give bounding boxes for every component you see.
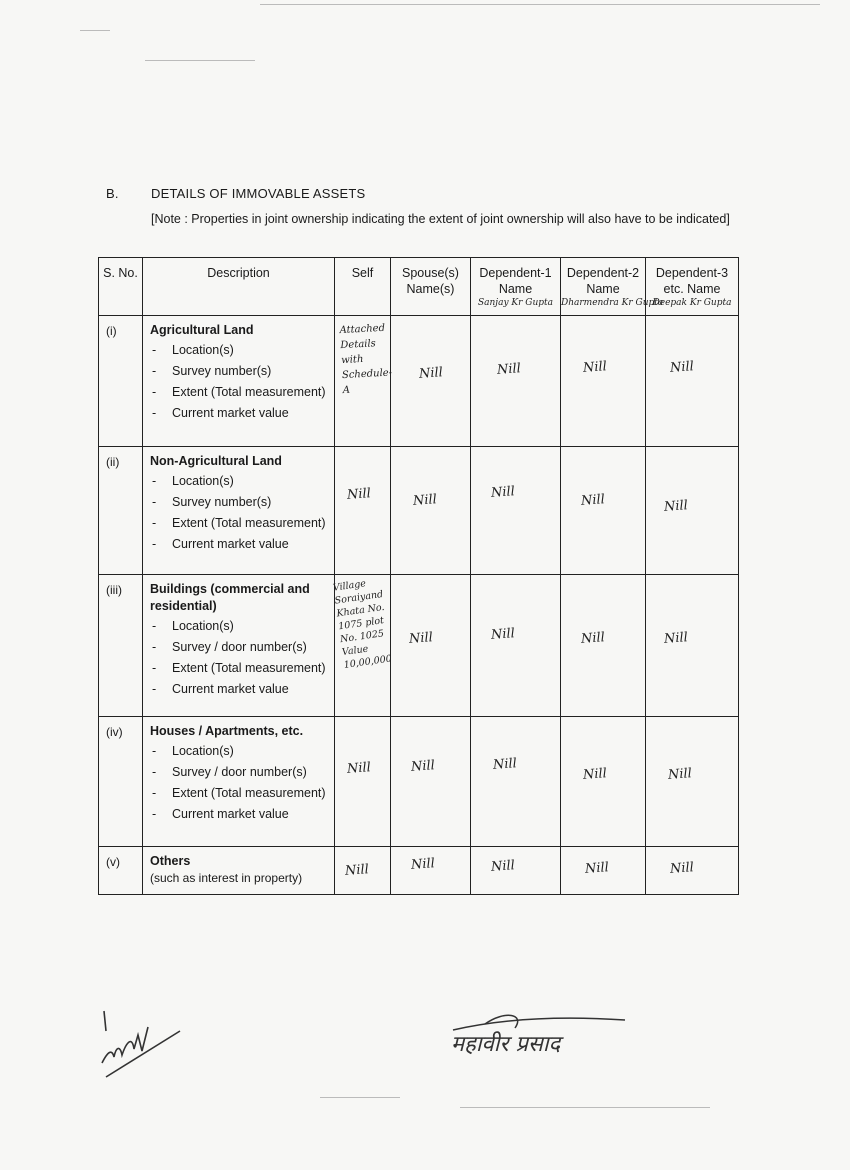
handwritten-value: Nill bbox=[418, 365, 444, 382]
table-header-row bbox=[99, 258, 739, 316]
list-item: - Survey / door number(s) bbox=[150, 639, 328, 656]
initials-signature-strokes bbox=[98, 1005, 188, 1085]
handwritten-value: Nill bbox=[663, 498, 689, 515]
row-sno: (iii) bbox=[99, 575, 143, 717]
header-dependent-2-label: Dependent-2 Name bbox=[566, 266, 640, 296]
header-description: Description bbox=[143, 258, 335, 316]
dependent-1-value bbox=[471, 575, 561, 717]
row-sno: (v) bbox=[99, 847, 143, 895]
dependent-2-value bbox=[561, 316, 646, 447]
scan-speck bbox=[320, 1097, 400, 1098]
row-subtitle: (such as interest in property) bbox=[150, 871, 303, 885]
dependent-3-handwritten-name: Deepak Kr Gupta bbox=[652, 298, 732, 308]
list-item: - Location(s) bbox=[150, 473, 328, 490]
spouse-value bbox=[391, 447, 471, 575]
dependent-2-value bbox=[561, 447, 646, 575]
header-dependent-3-label: Dependent-3 etc. Name bbox=[655, 266, 729, 296]
row-sno: (ii) bbox=[99, 447, 143, 575]
handwritten-value: Nill bbox=[490, 858, 516, 875]
header-dependent-2 bbox=[561, 258, 664, 316]
header-dependent-1-label: Dependent-1 Name bbox=[479, 266, 552, 296]
list-item: - Current market value bbox=[150, 536, 328, 553]
scan-speck bbox=[260, 4, 820, 5]
list-item: - Current market value bbox=[150, 405, 328, 422]
row-description bbox=[143, 847, 335, 895]
handwritten-value: Nill bbox=[667, 766, 693, 783]
list-item: - Extent (Total measurement) bbox=[150, 515, 328, 532]
self-value bbox=[332, 575, 393, 717]
list-item: - Current market value bbox=[150, 681, 328, 698]
dependent-2-value bbox=[561, 847, 646, 895]
header-dependent-3 bbox=[646, 258, 739, 316]
spouse-value bbox=[391, 575, 471, 717]
spouse-value bbox=[391, 847, 471, 895]
handwritten-value: Nill bbox=[490, 484, 516, 501]
row-sno: (i) bbox=[99, 316, 143, 447]
dependent-3-value bbox=[646, 717, 739, 847]
header-self: Self bbox=[335, 258, 391, 316]
handwritten-value: Nill bbox=[580, 492, 606, 509]
initials-signature bbox=[98, 1005, 188, 1085]
self-value bbox=[335, 717, 391, 847]
dependent-1-value bbox=[471, 717, 561, 847]
section-letter: B. bbox=[106, 186, 119, 201]
row-items bbox=[150, 743, 328, 823]
candidate-signature bbox=[445, 1010, 645, 1070]
handwritten-value: Nill bbox=[408, 630, 434, 647]
handwritten-value: Nill bbox=[412, 492, 438, 509]
list-item: - Extent (Total measurement) bbox=[150, 785, 328, 802]
handwritten-value: Nill bbox=[496, 361, 522, 378]
list-item: - Survey / door number(s) bbox=[150, 764, 328, 781]
dependent-2-handwritten-name: Dharmendra Kr Gupta bbox=[561, 298, 664, 308]
handwritten-value: Nill bbox=[663, 630, 689, 647]
dependent-1-value bbox=[471, 847, 561, 895]
immovable-assets-table bbox=[98, 257, 739, 895]
handwritten-value: Nill bbox=[410, 856, 436, 873]
header-dependent-1 bbox=[471, 258, 561, 316]
dependent-3-value bbox=[646, 316, 739, 447]
header-sno: S. No. bbox=[99, 258, 143, 316]
list-item: - Current market value bbox=[150, 806, 328, 823]
handwritten-value: Nill bbox=[582, 766, 608, 783]
list-item: - Location(s) bbox=[150, 743, 328, 760]
dependent-1-value bbox=[471, 447, 561, 575]
dependent-3-value bbox=[646, 847, 739, 895]
spouse-value bbox=[391, 717, 471, 847]
row-title: Others bbox=[150, 854, 191, 868]
handwritten-value: Nill bbox=[580, 630, 606, 647]
spouse-value bbox=[391, 316, 471, 447]
handwritten-value: Nill bbox=[669, 860, 695, 877]
table-row bbox=[99, 447, 739, 575]
list-item: - Location(s) bbox=[150, 342, 328, 359]
row-items bbox=[150, 342, 328, 422]
list-item: - Survey number(s) bbox=[150, 363, 328, 380]
list-item: - Location(s) bbox=[150, 618, 328, 635]
row-description bbox=[143, 316, 335, 447]
list-item: - Extent (Total measurement) bbox=[150, 384, 328, 401]
dependent-2-value bbox=[561, 717, 646, 847]
row-description bbox=[143, 575, 335, 717]
self-handwritten-note: Attached Details with Schedule-A bbox=[339, 322, 393, 397]
row-items bbox=[150, 473, 328, 553]
table-row bbox=[99, 717, 739, 847]
dependent-2-value bbox=[561, 575, 646, 717]
row-title: Houses / Apartments, etc. bbox=[150, 724, 304, 738]
dependent-3-value bbox=[646, 575, 739, 717]
scan-speck bbox=[460, 1107, 710, 1108]
section-title: DETAILS OF IMMOVABLE ASSETS bbox=[151, 186, 366, 201]
handwritten-value: Nill bbox=[584, 860, 610, 877]
handwritten-value: Nill bbox=[490, 626, 516, 643]
row-description bbox=[143, 447, 335, 575]
table-row bbox=[99, 575, 739, 717]
handwritten-value: Nill bbox=[346, 760, 372, 777]
row-title: Buildings (commercial and residential) bbox=[150, 582, 310, 613]
self-value bbox=[335, 847, 391, 895]
self-value bbox=[335, 316, 391, 447]
dependent-3-value bbox=[646, 447, 739, 575]
dependent-1-handwritten-name: Sanjay Kr Gupta bbox=[477, 298, 554, 308]
table-row bbox=[99, 316, 739, 447]
row-sno: (iv) bbox=[99, 717, 143, 847]
row-title: Agricultural Land bbox=[150, 323, 254, 337]
scan-speck bbox=[80, 30, 110, 31]
list-item: - Survey number(s) bbox=[150, 494, 328, 511]
handwritten-value: Nill bbox=[582, 359, 608, 376]
row-title: Non-Agricultural Land bbox=[150, 454, 282, 468]
self-value bbox=[335, 447, 391, 575]
header-spouse: Spouse(s) Name(s) bbox=[391, 258, 471, 316]
self-handwritten-note: Village Soraiyand Khata No. 1075 plot No. 1025 Value 10,00,000 bbox=[332, 578, 393, 671]
handwritten-value: Nill bbox=[346, 486, 372, 503]
handwritten-value: Nill bbox=[492, 756, 518, 773]
dependent-1-value bbox=[471, 316, 561, 447]
section-note: [Note : Properties in joint ownership indicating the extent of joint ownership will also have to be indicated] bbox=[151, 212, 730, 226]
handwritten-value: Nill bbox=[410, 758, 436, 775]
table-row bbox=[99, 847, 739, 895]
signature-text: महावीर प्रसाद bbox=[451, 1032, 561, 1057]
scan-speck bbox=[145, 60, 255, 61]
row-items bbox=[150, 618, 328, 698]
row-description bbox=[143, 717, 335, 847]
handwritten-value: Nill bbox=[344, 862, 370, 879]
list-item: - Extent (Total measurement) bbox=[150, 660, 328, 677]
handwritten-value: Nill bbox=[669, 359, 695, 376]
